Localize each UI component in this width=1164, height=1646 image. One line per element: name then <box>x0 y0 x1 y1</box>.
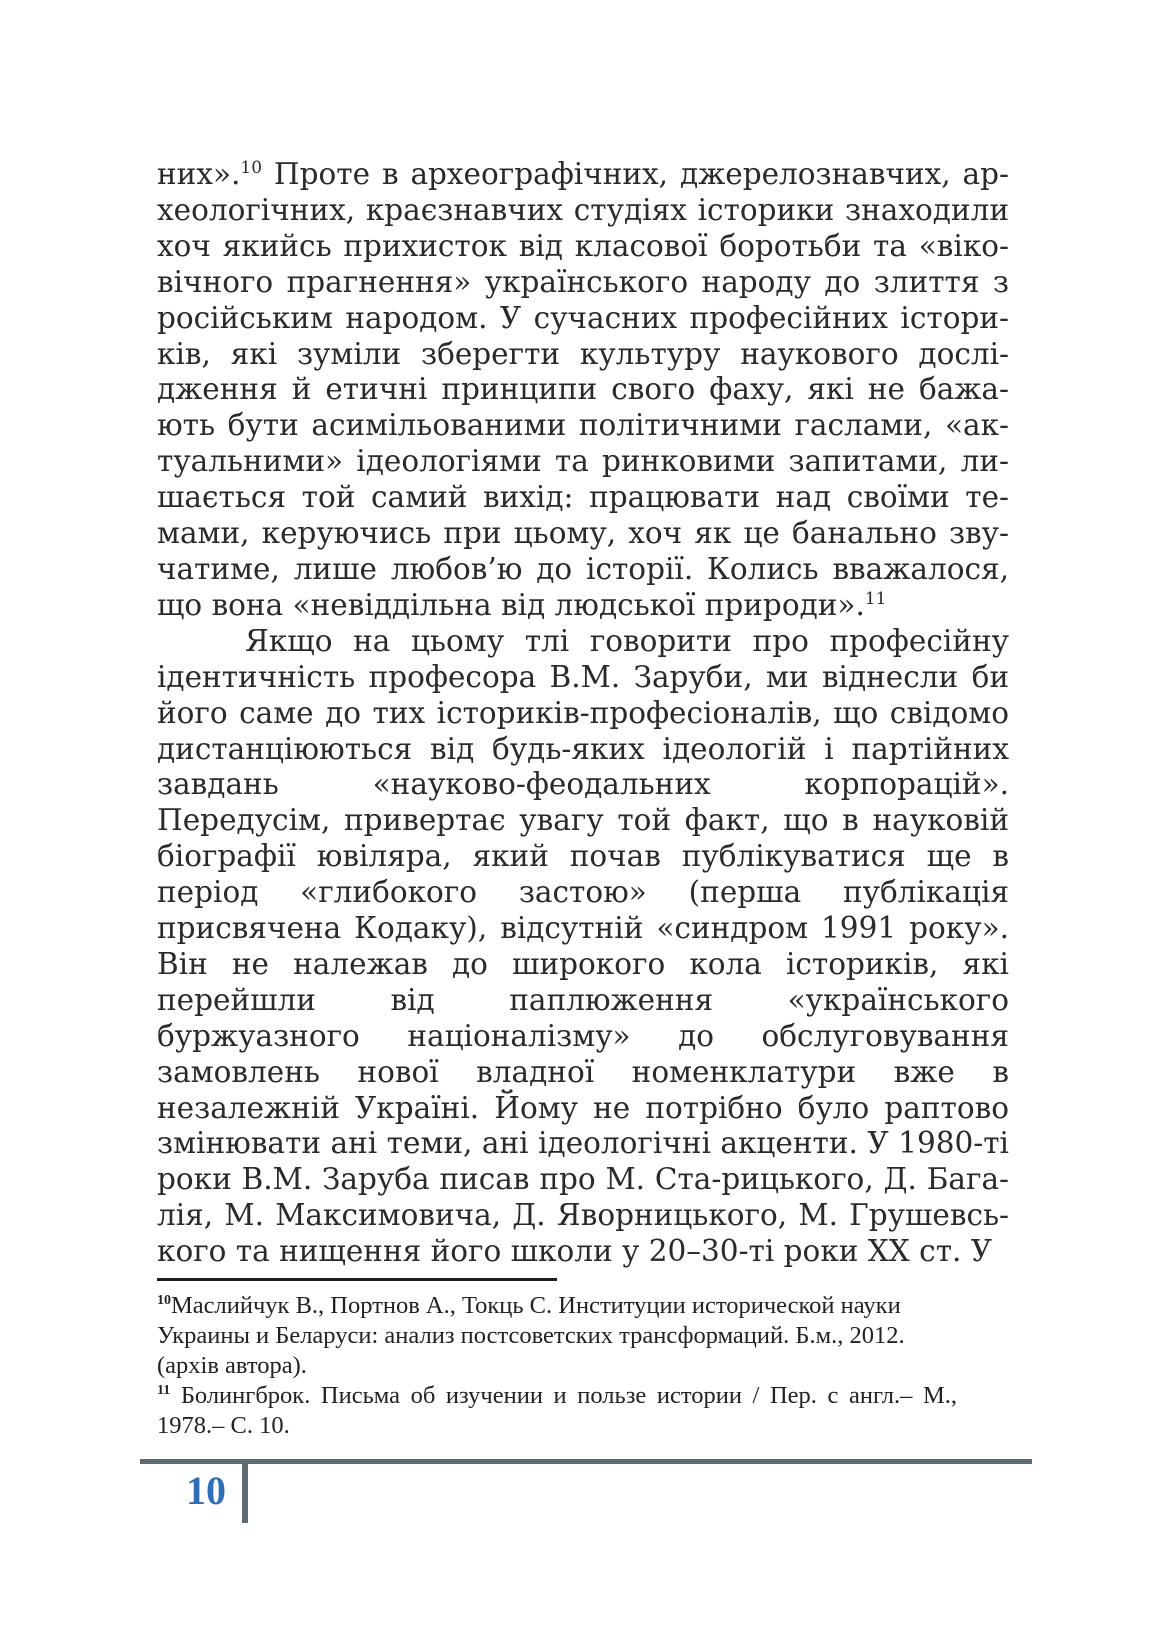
footnote-text-11: Болингброк. Письма об изучении и пользе истории / Пер. с англ.– М., 1978.– С. 10. <box>157 1382 957 1439</box>
paragraph-1-text-b: Проте в археографічних, джерелознавчих, археологічних, краєзнавчих студіях історики знаходили хоч якийсь прихисток від класової боротьби та «віковічного прагнення» українського народу до злиття з російським народом. У сучасних професійних істориків, які зуміли зберегти культуру наукового дослідження й етичні принципи свого фаху, які не бажають бути асимільованими політичними гаслами, «актуальними» ідеологіями та ринковими запитами, лишається той самий вихід: працювати над своїми темами, керуючись при цьому, хоч як це банально звучатиме, лише любов’ю до історії. Колись вважалося, що вона «невіддільна від людської природи». <box>157 157 1009 622</box>
footnote-ref-10[interactable]: 10 <box>240 158 263 179</box>
page-number: 10 <box>186 1468 226 1513</box>
page-footer-divider <box>242 1459 248 1523</box>
footnote-10 <box>157 1291 957 1381</box>
paragraph-1-text-a: них». <box>157 157 241 191</box>
footnote-11 <box>157 1381 957 1441</box>
main-text <box>157 157 1009 1270</box>
footnotes <box>157 1291 957 1441</box>
footnote-number-10: 10 <box>157 1292 171 1308</box>
paragraph-1 <box>157 157 1009 624</box>
footnote-text-10: Маслийчук В., Портнов А., Токць С. Институции исторической науки Украины и Беларуси: анализ постсоветских трансформаций. Б.м., 2012. (архів автора). <box>157 1292 905 1379</box>
paragraph-2-text: Якщо на цьому тлі говорити про професійну ідентичність професора В.М. Заруби, ми віднесли би його саме до тих істориків-професіоналів, що свідомо дистанціюються від будь-яких ідеологій і партійних завдань «науково-феодальних корпорацій». Передусім, привертає увагу той факт, що в науковій біографії ювіляра, який почав публікуватися ще в період «глибокого застою» (перша публікація присвячена Кодаку), відсутній «синдром 1991 року». Він не належав до широкого кола істориків, які перейшли від паплюження «українського буржуазного націоналізму» до обслуговування замовлень нової владної номенклатури вже в незалежній Україні. Йому не потрібно було раптово змінювати ані теми, ані ідеологічні акценти. У 1980-ті роки В.М. Заруба писав про М. Ста-рицького, Д. Багалія, М. Максимовича, Д. Яворницького, М. Грушевського та нищення його школи у 20–30-ті роки ХХ ст. У <box>157 623 1009 1269</box>
footnote-number-11: 11 <box>157 1382 171 1398</box>
footnote-separator <box>157 1278 557 1281</box>
page-footer-rule <box>140 1459 1032 1464</box>
footnote-ref-11[interactable]: 11 <box>864 589 887 610</box>
paragraph-2 <box>157 624 1009 1270</box>
